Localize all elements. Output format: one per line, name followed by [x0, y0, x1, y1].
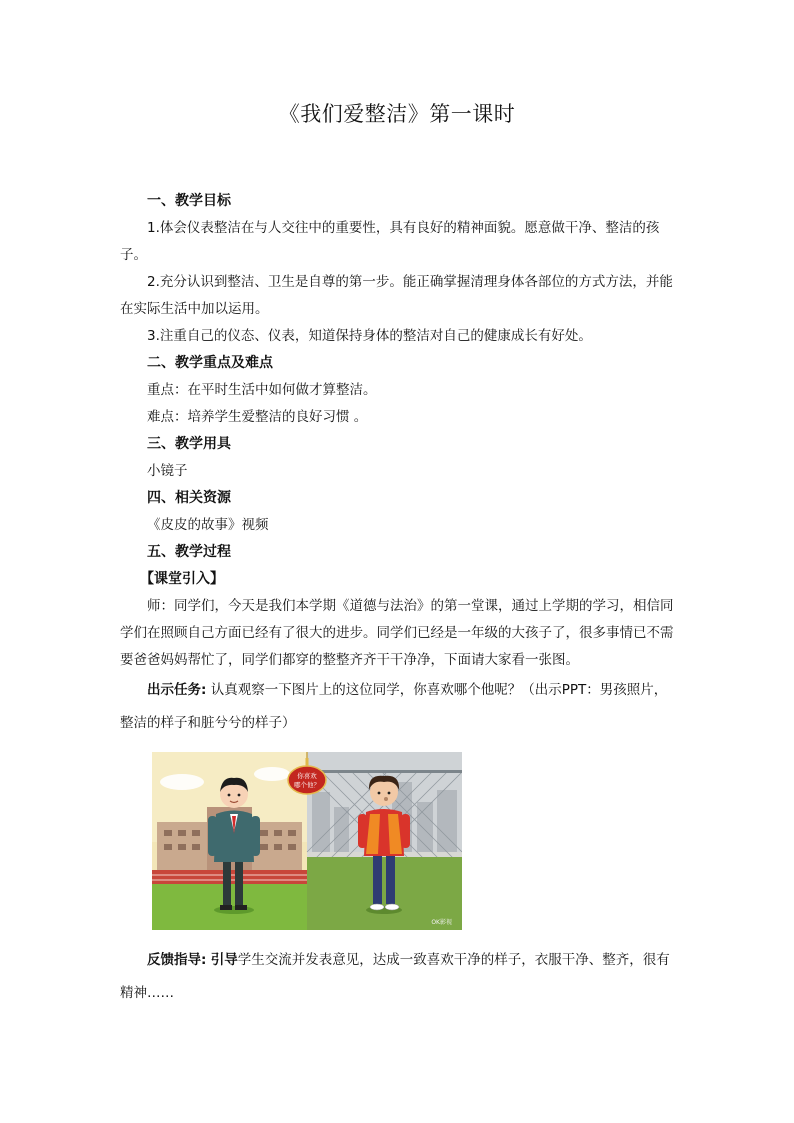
- feedback-paragraph: [120, 944, 676, 1010]
- comparison-illustration: [152, 752, 462, 930]
- objective-2: 2.充分认识到整洁、卫生是自尊的第一步。能正确掌握清理身体各部位的方式方法，并能在实际生活中加以运用。: [120, 274, 673, 317]
- intro-paragraph: 师：同学们，今天是我们本学期《道德与法治》的第一堂课，通过上学期的学习，相信同学们在照顾自己方面已经有了很大的进步。同学们已经是一年级的大孩子了，很多事情已不需要爸爸妈妈帮忙了，同学们都穿的整整齐齐干干净净，下面请大家看一张图。: [120, 598, 674, 668]
- illustration-svg: [152, 752, 462, 930]
- feedback-guide-word: 引导: [210, 952, 238, 968]
- section-heading-resources: 四、相关资源: [147, 490, 231, 506]
- task-label: 出示任务:: [147, 682, 207, 698]
- page-title: 《我们爱整洁》第一课时: [278, 102, 516, 126]
- feedback-label: 反馈指导:: [147, 952, 207, 968]
- difficult-point: 难点：培养学生爱整洁的良好习惯 。: [147, 409, 368, 425]
- section-heading-tools: 三、教学用具: [147, 436, 231, 452]
- subheading-intro: 【课堂引入】: [140, 571, 224, 587]
- task-text: 认真观察一下图片上的这位同学，你喜欢哪个他呢？（出示PPT：男孩照片，整洁的样子和脏兮兮的样子）: [120, 682, 668, 731]
- badge-line-1: 你喜欢: [297, 772, 317, 780]
- section-heading-objectives: 一、教学目标: [147, 193, 231, 209]
- badge-line-2: 哪个他？: [294, 781, 320, 789]
- feedback-text: 学生交流并发表意见，达成一致喜欢干净的样子，衣服干净、整齐，很有精神……: [120, 952, 670, 1001]
- task-paragraph: [120, 674, 676, 740]
- watermark-text: OK影视: [431, 919, 452, 926]
- section-heading-process: 五、教学过程: [147, 544, 231, 560]
- resources-text: 《皮皮的故事》视频: [147, 517, 269, 533]
- objective-1: 1.体会仪表整洁在与人交往中的重要性，具有良好的精神面貌。愿意做干净、整洁的孩子。: [120, 220, 660, 263]
- objective-3: 3.注重自己的仪态、仪表，知道保持身体的整洁对自己的健康成长有好处。: [147, 328, 592, 344]
- document-body: [120, 188, 676, 740]
- section-heading-key-points: 二、教学重点及难点: [147, 355, 273, 371]
- tools-text: 小镜子: [147, 463, 188, 479]
- key-point: 重点：在平时生活中如何做才算整洁。: [147, 382, 377, 398]
